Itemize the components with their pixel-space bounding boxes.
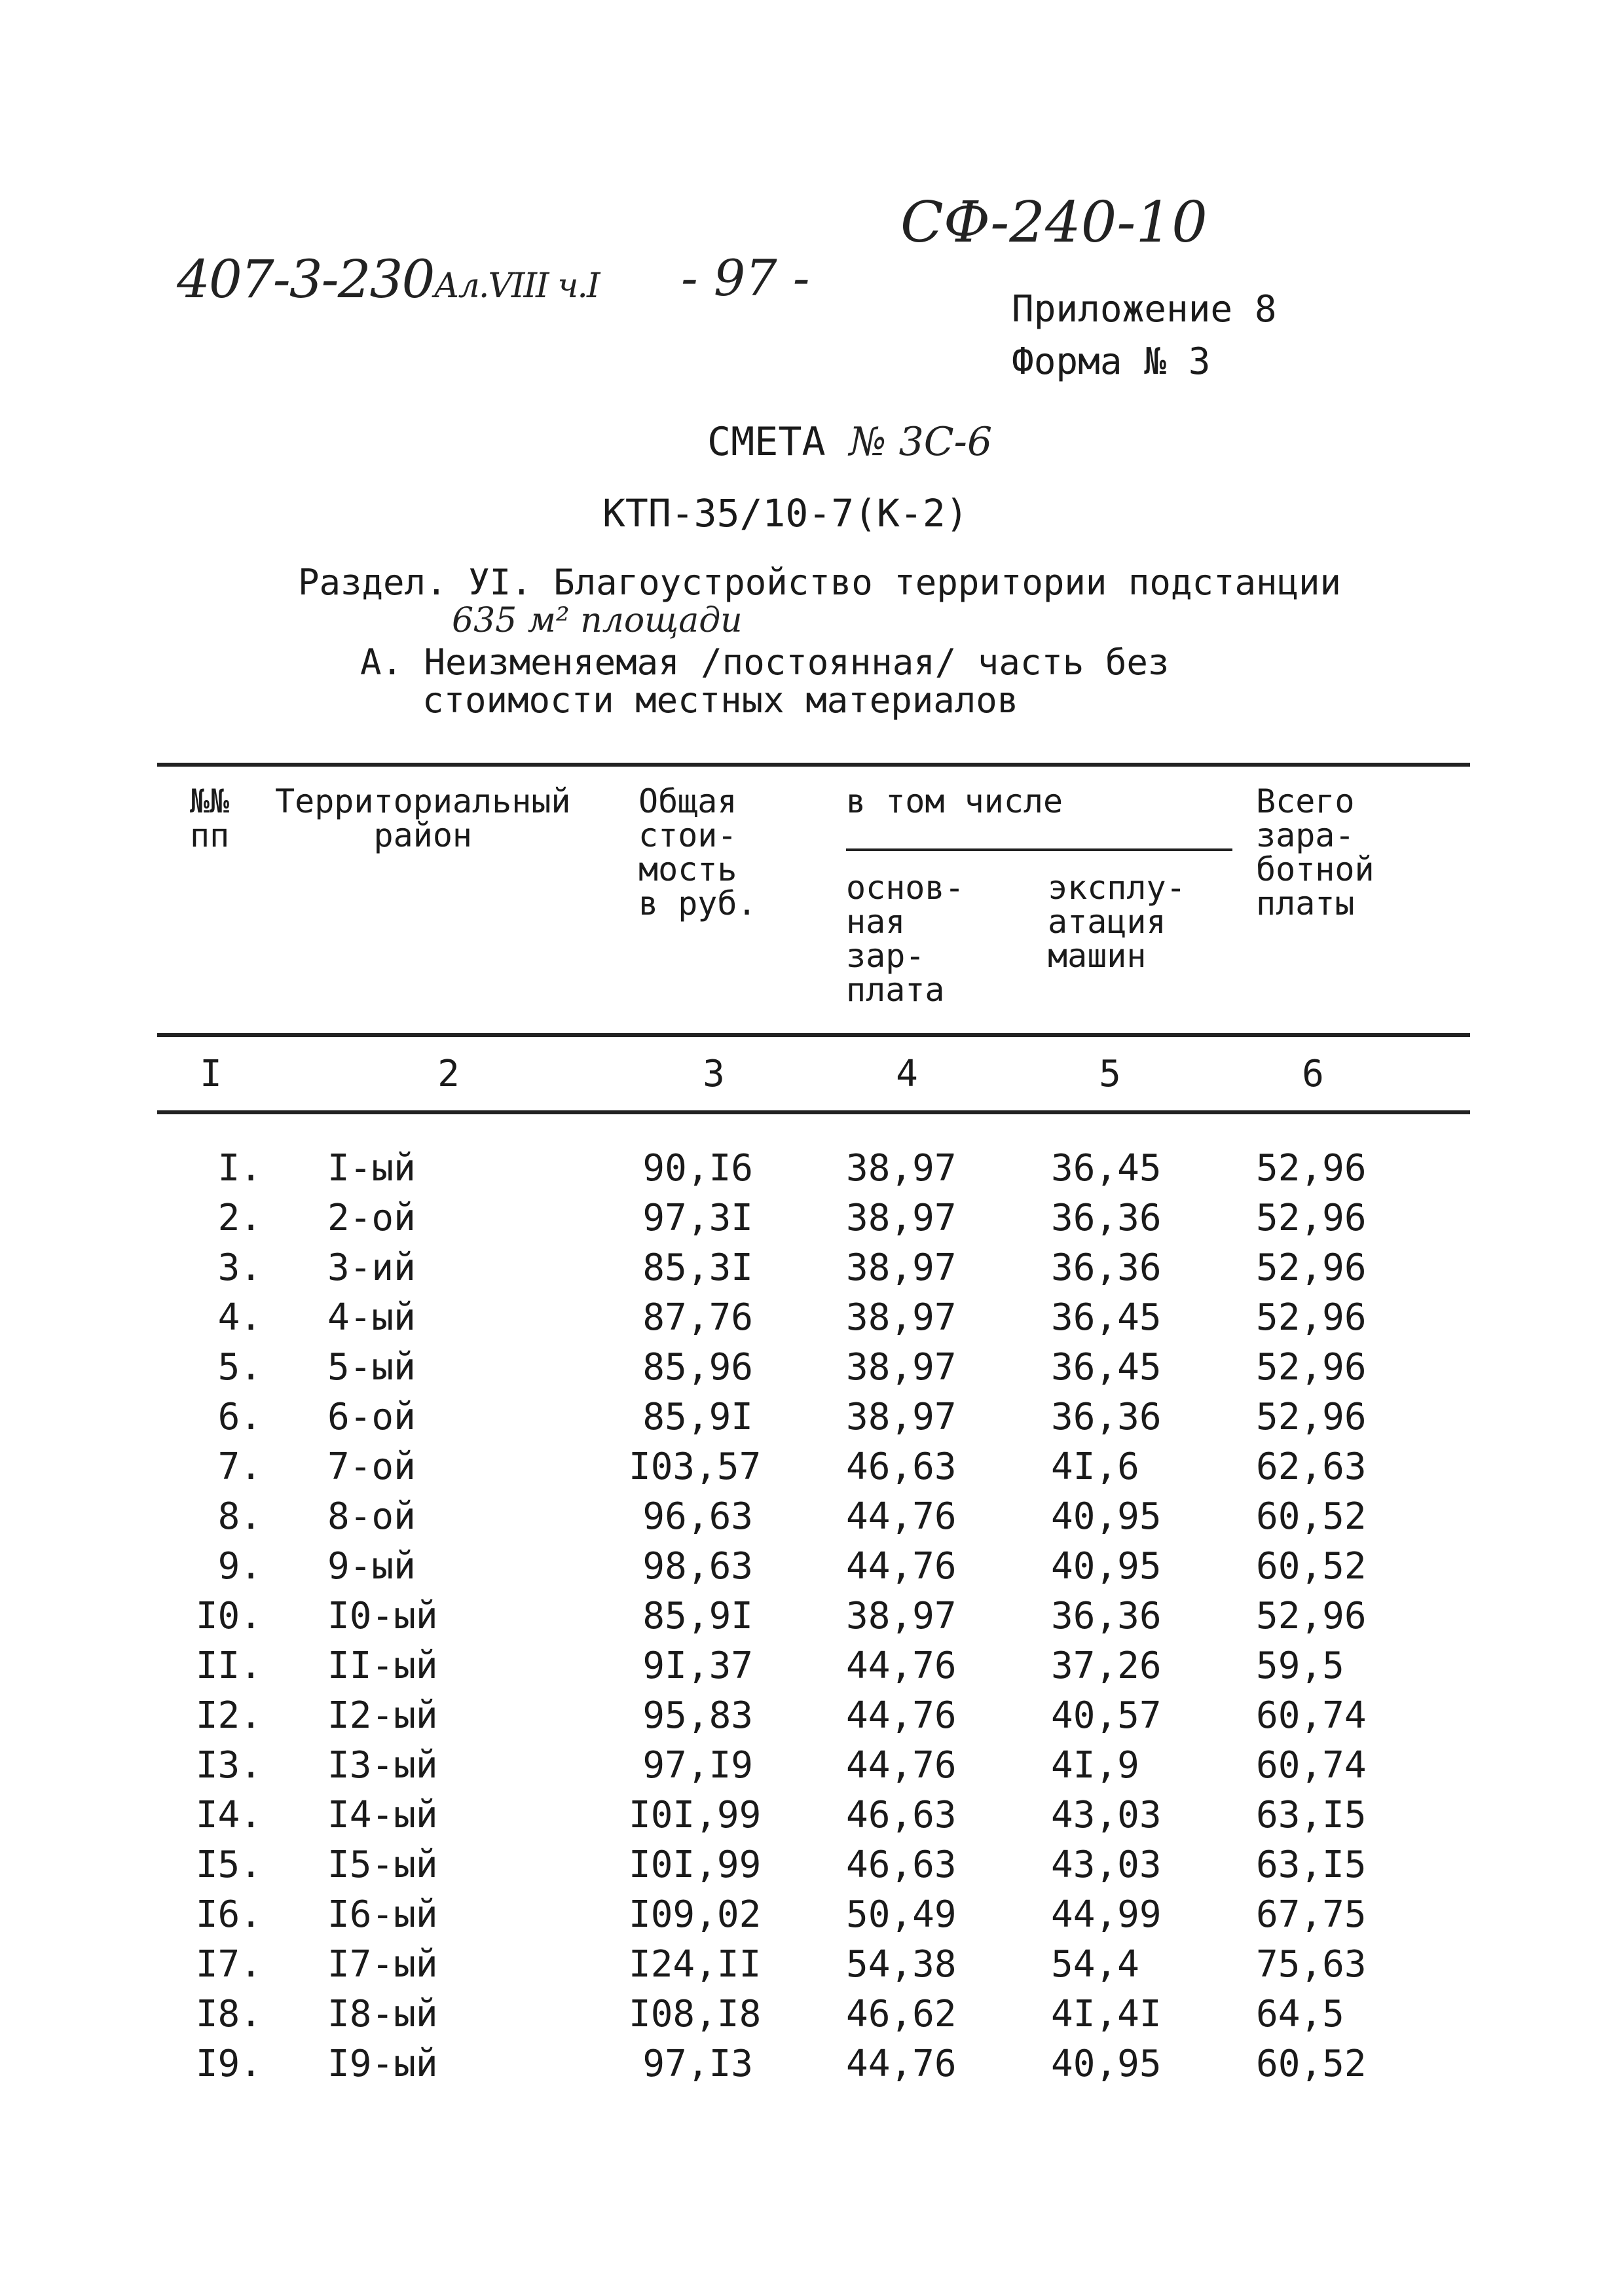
base-wage: 44,76 — [846, 1495, 957, 1538]
machine-operation: 43,03 — [1051, 1794, 1162, 1836]
table-row — [0, 1993, 1624, 2043]
region: 7-ой — [327, 1446, 416, 1488]
total-cost: 85,96 — [642, 1346, 753, 1389]
row-number: I. — [217, 1147, 262, 1190]
base-wage: 54,38 — [846, 1943, 957, 1986]
total-wages: 52,96 — [1256, 1396, 1367, 1438]
column-number-6: 6 — [1302, 1053, 1324, 1095]
total-cost: I0I,99 — [629, 1844, 762, 1886]
total-wages: 75,63 — [1256, 1943, 1367, 1986]
region: 5-ый — [327, 1346, 416, 1389]
machine-operation: 40,57 — [1051, 1694, 1162, 1737]
total-wages: 64,5 — [1256, 1993, 1344, 2035]
base-wage: 38,97 — [846, 1595, 957, 1637]
row-number: 5. — [217, 1346, 262, 1389]
object-name: КТП-35/10-7(К-2) — [602, 491, 969, 536]
row-number: 2. — [217, 1197, 262, 1239]
table-row — [0, 1943, 1624, 1993]
row-number: 4. — [217, 1296, 262, 1339]
table-row — [0, 1645, 1624, 1694]
total-wages: 52,96 — [1256, 1147, 1367, 1190]
total-wages: 52,96 — [1256, 1247, 1367, 1289]
base-wage: 46,63 — [846, 1446, 957, 1488]
table-row — [0, 1446, 1624, 1495]
header-machine-operation: эксплу- атация машин — [1048, 869, 1186, 975]
row-number: I2. — [195, 1694, 262, 1737]
table-body — [0, 1147, 1624, 2092]
base-wage: 46,62 — [846, 1993, 957, 2035]
row-number: 8. — [217, 1495, 262, 1538]
region: I7-ый — [327, 1943, 438, 1986]
header-including-group: в том числе — [846, 782, 1063, 820]
estimate-title — [707, 419, 992, 465]
total-cost: I03,57 — [629, 1446, 762, 1488]
total-wages: 63,I5 — [1256, 1844, 1367, 1886]
table-row — [0, 1495, 1624, 1545]
header-region: Территориальный район — [275, 782, 571, 854]
page-number: - 97 - — [681, 249, 810, 307]
table-row — [0, 1844, 1624, 1893]
row-number: 7. — [217, 1446, 262, 1488]
base-wage: 38,97 — [846, 1396, 957, 1438]
machine-operation: 40,95 — [1051, 1495, 1162, 1538]
reference-code: СФ-240-10 — [900, 190, 1208, 255]
base-wage: 38,97 — [846, 1346, 957, 1389]
header-total-wages: Всего зара- ботной платы — [1256, 782, 1375, 922]
table-row — [0, 1197, 1624, 1247]
total-wages: 63,I5 — [1256, 1794, 1367, 1836]
total-wages: 60,52 — [1256, 2043, 1367, 2085]
base-wage: 46,63 — [846, 1844, 957, 1886]
table-row — [0, 1396, 1624, 1446]
region: 8-ой — [327, 1495, 416, 1538]
total-cost: 97,I3 — [642, 2043, 753, 2085]
region: I5-ый — [327, 1844, 438, 1886]
table-row — [0, 1744, 1624, 1794]
total-wages: 59,5 — [1256, 1645, 1344, 1687]
table-row — [0, 1147, 1624, 1197]
total-cost: 97,3I — [642, 1197, 753, 1239]
column-number-4: 4 — [896, 1053, 918, 1095]
region: I3-ый — [327, 1744, 438, 1787]
table-row — [0, 1893, 1624, 1943]
machine-operation: 36,45 — [1051, 1346, 1162, 1389]
machine-operation: 4I,6 — [1051, 1446, 1139, 1488]
row-number: I4. — [195, 1794, 262, 1836]
row-number: I7. — [195, 1943, 262, 1986]
machine-operation: 40,95 — [1051, 2043, 1162, 2085]
table-row — [0, 2043, 1624, 2092]
estimate-number: № 3С-6 — [849, 419, 993, 465]
base-wage: 46,63 — [846, 1794, 957, 1836]
estimate-label: СМЕТА — [707, 419, 826, 465]
total-cost: I08,I8 — [629, 1993, 762, 2035]
row-number: I0. — [195, 1595, 262, 1637]
part-title-line2: стоимости местных материалов — [422, 680, 1019, 721]
machine-operation: 36,45 — [1051, 1147, 1162, 1190]
total-wages: 52,96 — [1256, 1296, 1367, 1339]
total-wages: 60,74 — [1256, 1744, 1367, 1787]
row-number: II. — [195, 1645, 262, 1687]
row-number: 6. — [217, 1396, 262, 1438]
machine-operation: 4I,4I — [1051, 1993, 1162, 2035]
row-number: 3. — [217, 1247, 262, 1289]
table-top-rule — [157, 763, 1470, 767]
total-cost: 97,I9 — [642, 1744, 753, 1787]
machine-operation: 37,26 — [1051, 1645, 1162, 1687]
base-wage: 38,97 — [846, 1247, 957, 1289]
machine-operation: 36,36 — [1051, 1396, 1162, 1438]
base-wage: 44,76 — [846, 1744, 957, 1787]
row-number: I9. — [195, 2043, 262, 2085]
form-number: Форма № 3 — [1012, 340, 1211, 383]
region: II-ый — [327, 1645, 438, 1687]
column-number-1: I — [200, 1053, 222, 1095]
base-wage: 38,97 — [846, 1147, 957, 1190]
row-number: I5. — [195, 1844, 262, 1886]
total-cost: 98,63 — [642, 1545, 753, 1588]
machine-operation: 44,99 — [1051, 1893, 1162, 1936]
base-wage: 38,97 — [846, 1197, 957, 1239]
table-row — [0, 1545, 1624, 1595]
total-cost: I0I,99 — [629, 1794, 762, 1836]
region: 9-ый — [327, 1545, 416, 1588]
base-wage: 44,76 — [846, 1545, 957, 1588]
table-row — [0, 1296, 1624, 1346]
document-code-suffix: Ал.VIII ч.I — [434, 266, 599, 306]
table-row — [0, 1694, 1624, 1744]
total-cost: 87,76 — [642, 1296, 753, 1339]
total-cost: 96,63 — [642, 1495, 753, 1538]
machine-operation: 36,36 — [1051, 1595, 1162, 1637]
total-cost: I24,II — [629, 1943, 762, 1986]
region: I2-ый — [327, 1694, 438, 1737]
region: I4-ый — [327, 1794, 438, 1836]
total-wages: 62,63 — [1256, 1446, 1367, 1488]
table-row — [0, 1346, 1624, 1396]
machine-operation: 40,95 — [1051, 1545, 1162, 1588]
table-row — [0, 1247, 1624, 1296]
row-number: I8. — [195, 1993, 262, 2035]
total-wages: 60,74 — [1256, 1694, 1367, 1737]
base-wage: 44,76 — [846, 1694, 957, 1737]
header-base-wage: основ- ная зар- плата — [846, 869, 965, 1009]
region: I9-ый — [327, 2043, 438, 2085]
total-wages: 67,75 — [1256, 1893, 1367, 1936]
region: I0-ый — [327, 1595, 438, 1637]
base-wage: 50,49 — [846, 1893, 957, 1936]
group-header-rule — [846, 848, 1232, 851]
row-number: 9. — [217, 1545, 262, 1588]
row-number: I3. — [195, 1744, 262, 1787]
machine-operation: 54,4 — [1051, 1943, 1139, 1986]
area-note: 635 м² площади — [452, 601, 743, 640]
table-row — [0, 1595, 1624, 1645]
machine-operation: 43,03 — [1051, 1844, 1162, 1886]
machine-operation: 36,36 — [1051, 1247, 1162, 1289]
region: 4-ый — [327, 1296, 416, 1339]
total-wages: 60,52 — [1256, 1545, 1367, 1588]
region: 6-ой — [327, 1396, 416, 1438]
total-cost: 85,3I — [642, 1247, 753, 1289]
base-wage: 38,97 — [846, 1296, 957, 1339]
total-wages: 60,52 — [1256, 1495, 1367, 1538]
header-total-cost: Общая стои- мость в руб. — [638, 782, 757, 922]
header-number: №№ пп — [190, 782, 230, 854]
document-code: 407-3-230Ал.VIII ч.I — [177, 249, 599, 310]
column-numbers-rule — [157, 1110, 1470, 1114]
total-cost: 90,I6 — [642, 1147, 753, 1190]
total-cost: 9I,37 — [642, 1645, 753, 1687]
base-wage: 44,76 — [846, 2043, 957, 2085]
table-row — [0, 1794, 1624, 1844]
region: 2-ой — [327, 1197, 416, 1239]
section-title: Раздел. УI. Благоустройство территории подстанции — [298, 562, 1342, 603]
machine-operation: 4I,9 — [1051, 1744, 1139, 1787]
total-cost: 85,9I — [642, 1396, 753, 1438]
total-wages: 52,96 — [1256, 1595, 1367, 1637]
header-bottom-rule — [157, 1033, 1470, 1037]
total-cost: 85,9I — [642, 1595, 753, 1637]
column-number-3: 3 — [703, 1053, 725, 1095]
total-cost: 95,83 — [642, 1694, 753, 1737]
row-number: I6. — [195, 1893, 262, 1936]
appendix-label: Приложение 8 — [1012, 288, 1277, 331]
region: I6-ый — [327, 1893, 438, 1936]
total-wages: 52,96 — [1256, 1346, 1367, 1389]
region: I-ый — [327, 1147, 416, 1190]
machine-operation: 36,45 — [1051, 1296, 1162, 1339]
region: I8-ый — [327, 1993, 438, 2035]
part-title-line1: А. Неизменяемая /постоянная/ часть без — [360, 642, 1170, 683]
machine-operation: 36,36 — [1051, 1197, 1162, 1239]
region: 3-ий — [327, 1247, 416, 1289]
column-number-2: 2 — [437, 1053, 460, 1095]
total-cost: I09,02 — [629, 1893, 762, 1936]
column-number-5: 5 — [1099, 1053, 1121, 1095]
base-wage: 44,76 — [846, 1645, 957, 1687]
total-wages: 52,96 — [1256, 1197, 1367, 1239]
